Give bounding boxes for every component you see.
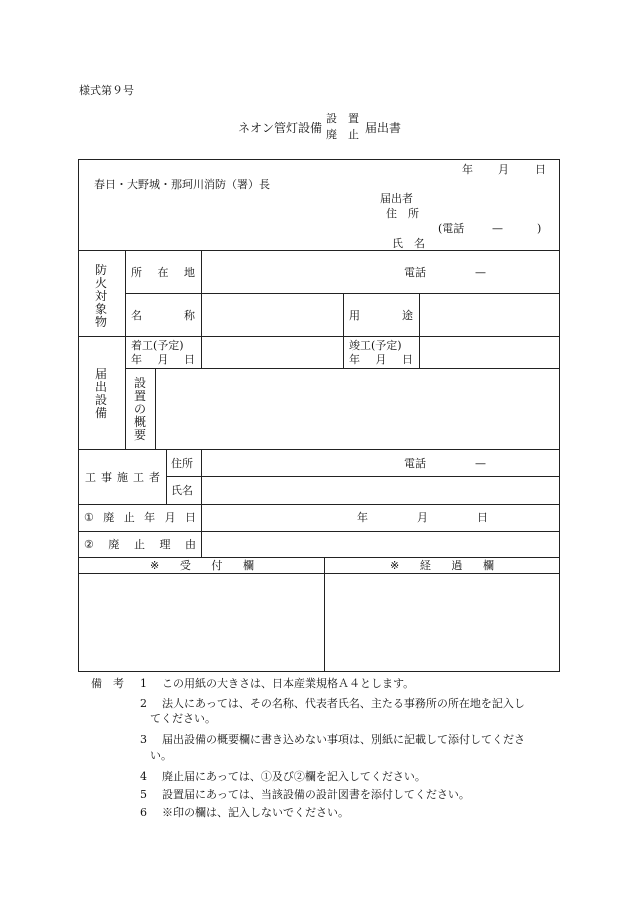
start-label: 着工(予定) [131, 339, 184, 352]
note-text-cont: てください。 [150, 712, 216, 725]
col-divider [343, 293, 344, 368]
note-text: この用紙の大きさは、日本産業規格Ａ４とします。 [162, 677, 415, 690]
row-divider [78, 504, 560, 505]
header-date-year: 年 [462, 163, 473, 176]
contractor-phone-label: 電話 [404, 457, 426, 470]
contractor-address-label: 住所 [171, 457, 193, 470]
note-number: 5 [140, 788, 147, 801]
use-label: 用 途 [349, 309, 413, 322]
name-label: 氏 名 [392, 237, 425, 250]
overview-label: 設置の概要 [133, 376, 146, 442]
contractor-label: 工 事 施 工 者 [85, 471, 160, 484]
abolish-date-day: 日 [477, 511, 488, 524]
note-number: 1 [140, 677, 147, 690]
row-divider [125, 368, 560, 369]
col-divider [324, 557, 325, 672]
abolish-date-year: 年 [357, 511, 368, 524]
row-divider [78, 250, 560, 251]
abolish-date-month: 月 [417, 511, 428, 524]
note-text: 法人にあっては、その名称、代表者氏名、主たる事務所の所在地を記入し [162, 697, 525, 710]
title-option-abolish: 廃 止 [326, 128, 359, 141]
header-phone-dash: — [492, 222, 503, 235]
contractor-phone-dash: — [475, 457, 486, 470]
note-text: 届出設備の概要欄に書き込めない事項は、別紙に記載して添付してくださ [162, 733, 525, 746]
note-text: 設置届にあっては、当該設備の設計図書を添付してください。 [162, 788, 470, 801]
col-divider [166, 449, 167, 504]
target-phone-dash: — [475, 266, 486, 279]
complete-date: 年 月 日 [349, 353, 413, 366]
row-divider [78, 336, 560, 337]
col-divider [125, 250, 126, 449]
target-section-label: 防火対象物 [94, 263, 107, 329]
target-phone-label: 電話 [404, 266, 426, 279]
col-divider [155, 368, 156, 449]
addressee: 春日・大野城・那珂川消防（署）長 [94, 178, 270, 191]
title-prefix: ネオン管灯設備 [238, 121, 323, 135]
abolish-date-label: ① 廃 止 年 月 日 [84, 511, 196, 524]
note-number: 6 [140, 806, 147, 819]
progress-label: ※ 経 過 欄 [390, 559, 494, 572]
form-table [78, 159, 560, 672]
col-divider [201, 449, 202, 557]
contractor-name-label: 氏名 [171, 484, 193, 497]
form-number: 様式第９号 [79, 84, 134, 97]
col-divider [419, 293, 420, 368]
note-number: 3 [140, 733, 147, 746]
header-phone-close: ) [537, 222, 542, 235]
note-text-cont: い。 [150, 749, 172, 762]
abolish-reason-label: ② 廃 止 理 由 [84, 538, 196, 551]
note-text: 廃止届にあっては、①及び②欄を記入してください。 [162, 770, 426, 783]
equipment-section-label: 届出設備 [94, 367, 107, 420]
row-divider [78, 557, 560, 558]
note-text: ※印の欄は、記入しないでください。 [162, 806, 349, 819]
col-divider [201, 250, 202, 368]
notifier-label: 届出者 [380, 192, 413, 205]
location-label: 所 在 地 [131, 266, 195, 279]
row-divider [78, 449, 560, 450]
header-date-day: 日 [535, 163, 546, 176]
title-suffix: 届出書 [365, 121, 402, 135]
receipt-label: ※ 受 付 欄 [150, 559, 254, 572]
header-phone-label: (電話 [438, 222, 465, 235]
row-divider [78, 531, 560, 532]
start-date: 年 月 日 [131, 353, 195, 366]
address-label: 住 所 [386, 207, 419, 220]
note-number: 2 [140, 697, 147, 710]
note-number: 4 [140, 770, 147, 783]
title-option-install: 設 置 [326, 112, 359, 125]
row-divider [166, 476, 560, 477]
row-divider [78, 573, 560, 574]
target-name-label: 名 称 [131, 309, 195, 322]
complete-label: 竣工(予定) [349, 339, 402, 352]
header-date-month: 月 [498, 163, 509, 176]
notes-heading: 備 考 [91, 677, 124, 690]
